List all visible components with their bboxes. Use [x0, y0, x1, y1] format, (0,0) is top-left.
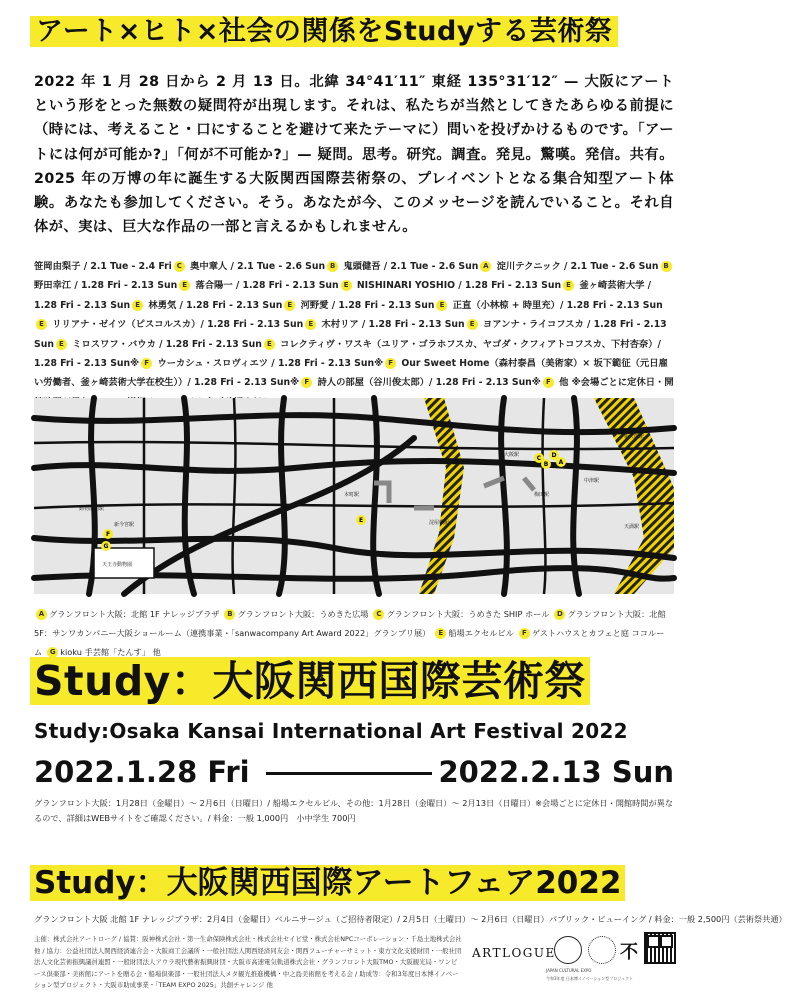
venue-text: ゲストハウスとカフェと庭 ココルーム [34, 628, 665, 657]
artist-entry [497, 261, 674, 272]
venue-text: グランフロント大阪：うめきた SHIP ホール [386, 609, 550, 619]
venue-badge: C [373, 609, 384, 620]
venue-badge: E [435, 628, 446, 639]
festival-dates [34, 752, 674, 792]
artist-text: 正直（小林椋 + 時里充）/ 1.28 Fri - 2.13 Sun [452, 299, 663, 311]
artist-text: 詩人の部屋（谷川俊太郎）/ 1.28 Fri - 2.13 Sun※ [317, 377, 541, 389]
venue-text: グランフロント大阪：北館 1F ナレッジプラザ [49, 609, 220, 619]
artist-text: Our Sweet Home（森村泰昌（美術家）× 坂下範征（元日雇い労働者、釜ヶ崎芸術大学在校生））/ 1.28 Fri - 2.13 Sun※ [34, 358, 668, 389]
venue-badge: G [47, 647, 58, 658]
venue-badge: E [179, 280, 190, 291]
artist-entry [157, 358, 398, 369]
map-label: 中津駅 [584, 478, 600, 484]
fair-title-text: Study：大阪関西国際アートフェア2022 [30, 865, 625, 901]
artist-entry [357, 280, 576, 291]
artist-text: 笹岡由梨子 / 2.1 Tue - 2.4 Fri [34, 261, 172, 272]
artist-entry [148, 300, 297, 311]
artist-text: 野田幸江 / 1.28 Fri - 2.13 Sun [34, 280, 178, 292]
artist-text: リリアナ・ゼイツ（ピスコルスカ）/ 1.28 Fri - 2.13 Sun [52, 319, 304, 331]
artist-entry [301, 300, 450, 311]
venue-text: kioku 手芸館「たんす」 他 [60, 647, 161, 657]
map-label: 動物園前駅 [79, 506, 105, 512]
venue-badge: E [56, 339, 67, 350]
artist-text: 釜ヶ崎芸術大学 / 1.28 Fri - 2.13 Sun [34, 280, 652, 311]
date-dash [266, 772, 432, 775]
artist-text: コレクティヴ・ワスキ（ユリア・ゴラホフスカ、ヤゴダ・クフィアトコフスカ、下村杏奈）/ 1.28 Fri - 2.13 Sun※ [34, 338, 661, 370]
mark-logo: 不 [620, 942, 638, 963]
venue-entry [433, 628, 514, 638]
venue-badge: E [436, 300, 447, 311]
venue-badge: A [480, 261, 491, 272]
artist-text: ヨアンナ・ライコフスカ / 1.28 Fri - 2.13 Sun [34, 319, 667, 350]
festival-subtitle: Study:Osaka Kansai International Art Festival 2022 [34, 719, 628, 743]
map-label: 天満駅 [624, 524, 640, 530]
venue-badge: E [36, 319, 47, 330]
credits: 主催：株式会社アートローグ / 協賛：阪神株式会社・第一生命保険株式会社・株式会社セイビ堂・株式会社NPCコーポレーション・千島土地株式会社 他 / 協力：公益社団法人関西経済連合会・大阪商工会議所・一般社団法人関西経済同友会・関西フューチャーサミット・東方文化支援財団・一般社団法人文化芸術振興議員連盟・一般財団法人アウラ現代藝術振興財団・大阪市高速電気軌道株式会社・グランフロント大阪TMO・大阪観光局・ワンピース倶楽部・美術館にアートを贈る会・船場倶楽部・一般社団法人メタ観光推進機構・中之島美術館を考える会 / 助成等：令和3年度日本博イノベーション型プロジェクト・大阪市助成事業・「TEAM EXPO 2025」共創チャレンジ 他 [34, 935, 462, 989]
map-label: 新今宮駅 [114, 522, 135, 528]
bunka-caption: 令和3年度 日本博イノベーション型プロジェクト [546, 976, 634, 981]
artist-entry [72, 339, 277, 350]
qr-code[interactable] [644, 932, 676, 964]
map-label: 新大阪駅 [624, 434, 645, 440]
bunka-logo [588, 936, 616, 964]
date-start: 2022.1.28 Fri [34, 755, 250, 789]
japan-cultural-expo-logo [554, 936, 582, 964]
sponsor-logos [466, 930, 676, 988]
artist-entry [34, 261, 187, 272]
artist-entry [321, 319, 479, 330]
venue-badge: D [554, 609, 565, 620]
artist-text: ウーカシュ・スロヴィエツ / 1.28 Fri - 2.13 Sun※ [157, 358, 384, 370]
artist-text: 林勇気 / 1.28 Fri - 2.13 Sun [148, 299, 283, 311]
venue-badge: B [661, 261, 672, 272]
artist-text: 奥中章人 / 2.1 Tue - 2.6 Sun [190, 261, 326, 272]
venue-badge: E [264, 339, 275, 350]
fair-title [30, 862, 625, 904]
venue-badge: C [174, 261, 185, 272]
venue-badge: E [467, 319, 478, 330]
map-label: 本町駅 [344, 492, 360, 498]
map-marker: D [551, 452, 557, 459]
intro-paragraph: 2022 年 1 月 28 日から 2 月 13 日。北緯 34°41′11″ 東経 135°31′12″ — 大阪にアートという形をとった無数の疑問符が出現します。それは、私たちが当然としてきたあらゆる前提に（時には、考えること・口にすることを避けて来たテーマに）問いを投げかけるものです。「アートには何が可能か?」「何が不可能か?」— 疑問。思考。研究。調査。発見。驚嘆。発信。共有。2025 年の万博の年に誕生する大阪関西国際芸術祭の、プレイベントとなる集合知型アート体験。あなたも参加してください。そう。あなたが今、このメッセージを読んでいること。それ自体が、実は、巨大な作品の一部と言えるかもしれません。 [34, 74, 674, 236]
artist-entry [317, 377, 555, 388]
map-label: 梅田駅 [534, 492, 550, 498]
artist-entry [343, 261, 493, 272]
artlogue-logo: ARTLOGUE [472, 946, 556, 960]
jcexpo-caption: JAPAN CULTURAL EXPO [546, 968, 592, 973]
date-end: 2022.2.13 Sun [438, 755, 674, 789]
venue-badge: E [341, 280, 352, 291]
artist-text: 河野愛 / 1.28 Fri - 2.13 Sun [300, 299, 435, 311]
artist-text: 淀川テクニック / 2.1 Tue - 2.6 Sun [496, 261, 659, 272]
venue-badge: E [563, 280, 574, 291]
venue-badge: F [543, 377, 554, 388]
artist-text: 鬼頭健吾 / 2.1 Tue - 2.6 Sun [343, 261, 479, 272]
artist-text: ミロスワフ・バウカ / 1.28 Fri - 2.13 Sun [72, 338, 262, 350]
venue-entry [222, 609, 368, 619]
map-graphic [34, 398, 674, 594]
venue-text: 船場エクセルビル [448, 628, 514, 638]
map-marker: G [103, 543, 109, 550]
festival-title-text: Study：大阪関西国際芸術祭 [30, 657, 590, 705]
venue-legend [34, 605, 674, 662]
artist-list [34, 257, 674, 412]
festival-title [30, 655, 590, 707]
artist-entry [190, 261, 340, 272]
fair-info: グランフロント大阪 北館 1F ナレッジプラザ：2月4日（金曜日）ベルニサージュ（ご招待者限定）/ 2月5日（土曜日）〜 2月6日（日曜日）パブリック・ビューイング / 料金：一般 2,500円（芸術祭共通） [34, 914, 787, 924]
festival-info: グランフロント大阪：1月28日（金曜日）〜 2月6日（日曜日）/ 船場エクセルビル、その他：1月28日（金曜日）〜 2月13日（日曜日）※会場ごとに定休日・開館時間が異なるので、詳細はWEBサイトをご確認ください。/ 料金：一般 1,000円 小中学生 700円 [34, 798, 674, 823]
venue-badge: E [132, 300, 143, 311]
venue-entry [34, 609, 219, 619]
venue-text: グランフロント大阪：北館 5F：サンワカンパニー大阪ショールーム（連携事業・「sanwacompany Art Award 2022」グランプリ展） [34, 609, 666, 638]
headline [30, 12, 677, 52]
artist-text: 落合陽一 / 1.28 Fri - 2.13 Sun [195, 280, 339, 292]
artist-entry [34, 280, 192, 291]
venue-badge: A [36, 609, 47, 620]
venue-badge: F [301, 377, 312, 388]
map-marker: A [558, 459, 564, 466]
venue-badge: F [385, 358, 396, 369]
venue-badge: F [519, 628, 530, 639]
map-marker: B [543, 461, 549, 468]
map-marker: E [358, 517, 364, 524]
map-marker: C [536, 455, 542, 462]
headline-text: アート×ヒト×社会の関係をStudyする芸術祭 [30, 16, 618, 47]
venue-badge: E [305, 319, 316, 330]
artist-entry [195, 280, 353, 291]
artist-text: 他 ※会場ごとに定休日・開 [559, 377, 674, 389]
artist-text: 木村リア / 1.28 Fri - 2.13 Sun [321, 319, 465, 331]
map-label: 淀屋橋駅 [429, 520, 450, 526]
map-label: 天王寺動物園 [102, 562, 133, 568]
venue-map [34, 398, 674, 594]
map-marker: F [105, 531, 111, 538]
venue-badge: E [284, 300, 295, 311]
venue-badge: F [141, 358, 152, 369]
artist-entry [52, 319, 318, 330]
venue-entry [371, 609, 549, 619]
map-label: 大阪駅 [504, 452, 520, 458]
venue-badge: B [327, 261, 338, 272]
venue-text: グランフロント大阪：うめきた広場 [237, 609, 369, 619]
venue-badge: B [224, 609, 235, 620]
artist-text: NISHINARI YOSHIO / 1.28 Fri - 2.13 Sun [356, 280, 562, 292]
